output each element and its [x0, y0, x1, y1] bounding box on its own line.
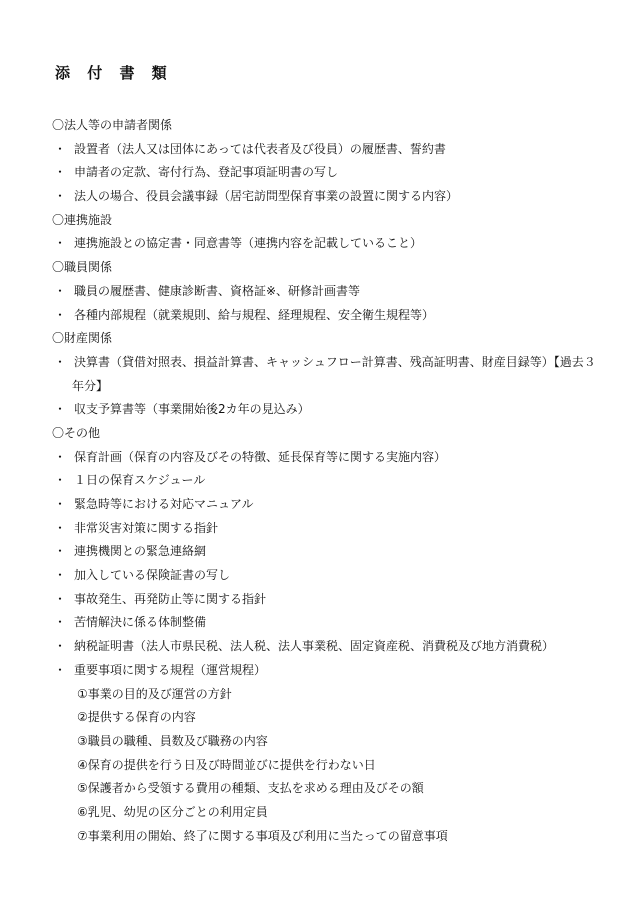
list-item-text: 収支予算書等（事業開始後2カ年の見込み）	[74, 402, 310, 417]
sub-item: ⑥乳児、幼児の区分ごとの利用定員	[77, 804, 268, 819]
bullet-mark: ・	[54, 307, 67, 322]
list-item-text: 設置者（法人又は団体にあっては代表者及び役員）の履歴書、誓約書	[74, 141, 446, 156]
list-item-text: 非常災害対策に関する指針	[74, 520, 219, 535]
list-item	[52, 280, 612, 304]
bullet-mark: ・	[54, 449, 67, 464]
list-item	[52, 351, 612, 375]
list-item	[52, 493, 612, 517]
list-item-text: 連携施設との協定書・同意書等（連携内容を記載していること）	[74, 236, 423, 251]
list-item	[52, 398, 612, 422]
bullet-mark: ・	[54, 662, 67, 677]
list-item-text: 法人の場合、役員会議事録（居宅訪問型保育事業の設置に関する内容）	[74, 189, 459, 204]
bullet-mark: ・	[54, 189, 67, 204]
sub-item: ⑤保護者から受領する費用の種類、支払を求める理由及びその額	[77, 781, 424, 796]
bullet-mark: ・	[54, 283, 67, 298]
bullet-mark: ・	[54, 568, 67, 583]
attachment-list	[52, 114, 612, 848]
list-item	[52, 161, 612, 185]
bullet-mark: ・	[54, 639, 67, 654]
list-item	[52, 588, 612, 612]
sub-item: ①事業の目的及び運営の方針	[77, 686, 232, 701]
section-heading-staff: 〇職員関係	[52, 260, 113, 275]
list-item	[52, 138, 612, 162]
list-item	[52, 611, 612, 635]
document-title: 添 付 書 類	[55, 64, 173, 82]
list-item-text: 申請者の定款、寄付行為、登記事項証明書の写し	[74, 165, 339, 180]
bullet-mark: ・	[54, 473, 67, 488]
sub-item: ②提供する保育の内容	[77, 710, 196, 725]
list-item-text: 事故発生、再発防止等に関する指針	[74, 591, 267, 606]
list-item	[52, 446, 612, 470]
section-heading-partner: 〇連携施設	[52, 212, 113, 227]
bullet-mark: ・	[54, 236, 67, 251]
section-heading-finance: 〇財産関係	[52, 331, 113, 346]
list-item	[52, 635, 612, 659]
section-heading-other: 〇その他	[52, 425, 101, 440]
list-item	[52, 232, 612, 256]
list-item-text: 緊急時等における対応マニュアル	[74, 497, 254, 511]
list-item-text: 連携機関との緊急連絡網	[74, 544, 207, 559]
bullet-mark: ・	[54, 402, 67, 417]
bullet-mark: ・	[54, 615, 67, 630]
list-item-text: 加入している保険証書の写し	[74, 568, 231, 583]
section-heading-applicant: 〇法人等の申請者関係	[52, 118, 173, 132]
sub-item: ④保育の提供を行う日及び時間並びに提供を行わない日	[77, 757, 376, 772]
bullet-mark: ・	[54, 520, 67, 535]
list-item-text: 重要事項に関する規程（運営規程）	[74, 662, 267, 677]
list-item-continuation: 年分】	[72, 378, 109, 393]
bullet-mark: ・	[54, 165, 67, 180]
bullet-mark: ・	[54, 141, 67, 156]
list-item-text: 保育計画（保育の内容及びその特徴、延長保育等に関する実施内容）	[74, 449, 447, 464]
list-item	[52, 540, 612, 564]
list-item	[52, 304, 612, 328]
list-item	[52, 185, 612, 209]
list-item-text: 苦情解決に係る体制整備	[74, 615, 207, 630]
list-item	[52, 517, 612, 541]
list-item-text: 各種内部規程（就業規則、給与規程、経理規程、安全衛生規程等）	[74, 307, 435, 322]
list-item	[52, 564, 612, 588]
bullet-mark: ・	[54, 591, 67, 606]
list-item-text: 決算書（貸借対照表、損益計算書、キャッシュフロー計算書、残高証明書、財産目録等）【過去３	[74, 354, 596, 369]
sub-item: ③職員の職種、員数及び職務の内容	[77, 733, 268, 748]
list-item	[52, 469, 612, 493]
list-item-text: 納税証明書（法人市県民税、法人税、法人事業税、固定資産税、消費税及び地方消費税）	[74, 639, 555, 654]
list-item-text: 職員の履歴書、健康診断書、資格証※、研修計画書等	[74, 283, 361, 298]
list-item	[52, 659, 612, 683]
bullet-mark: ・	[54, 354, 67, 369]
bullet-mark: ・	[54, 497, 67, 511]
bullet-mark: ・	[54, 544, 67, 559]
list-item-text: １日の保育スケジュール	[74, 473, 206, 488]
sub-item: ⑦事業利用の開始、終了に関する事項及び利用に当たっての留意事項	[77, 828, 448, 843]
